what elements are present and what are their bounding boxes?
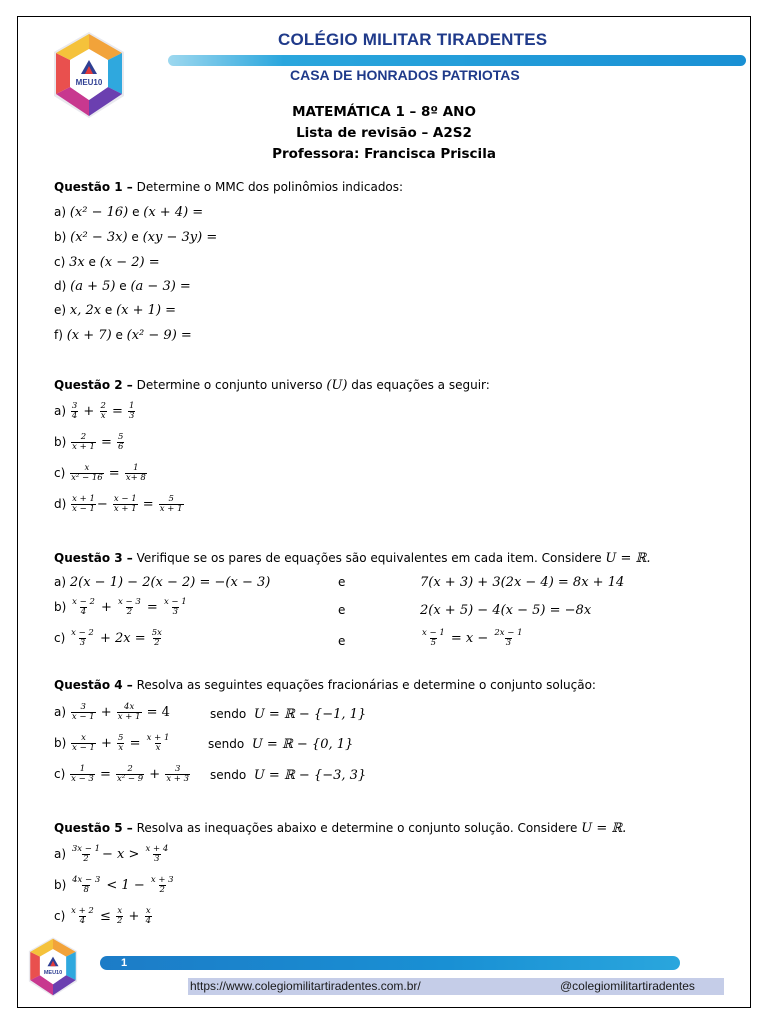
fraction: [71, 433, 96, 452]
math-expr: 3x: [69, 255, 85, 270]
school-name: COLÉGIO MILITAR TIRADENTES: [278, 30, 548, 49]
question-2-header: [54, 377, 490, 394]
denominator: 3: [172, 607, 179, 617]
numerator: 2: [100, 401, 106, 411]
course-teacher: Professora: Francisca Priscila: [272, 146, 496, 162]
operator: =: [96, 435, 117, 450]
numerator: x + 1: [146, 733, 170, 743]
q4-item-b: [54, 734, 171, 753]
question-3-header: [54, 550, 650, 567]
q1-item-d: [54, 278, 191, 295]
footer-logo: [22, 936, 84, 998]
operator: =: [104, 466, 124, 481]
fraction: [421, 629, 446, 648]
school-motto: CASA DE HONRADOS PATRIOTAS: [290, 67, 520, 83]
q3-item-c: [54, 629, 164, 648]
math-expr: (x² − 16): [69, 205, 129, 220]
math-expr: (x − 2) =: [99, 255, 160, 270]
operator: +: [124, 909, 144, 924]
item-prefix: d): [54, 279, 71, 293]
domain-expr: U = ℝ − {−3, 3}: [253, 768, 367, 783]
item-prefix: e): [54, 303, 70, 317]
q4-a-domain: [210, 706, 366, 723]
denominator: 4: [71, 411, 78, 421]
denominator: 4: [80, 607, 87, 617]
q3-a-conj: e: [338, 575, 346, 589]
fraction: [71, 495, 96, 514]
operator: −: [96, 497, 112, 512]
fraction: [163, 598, 188, 617]
denominator: x + 1: [159, 504, 183, 514]
denominator: 2: [154, 638, 160, 648]
question-2-label: Questão 2 –: [54, 378, 133, 392]
conj: e: [127, 230, 143, 244]
q1-item-f: [54, 327, 192, 344]
math-expr: 2(x + 5) − 4(x − 5) = −8x: [420, 603, 592, 618]
q1-item-e: [54, 302, 176, 319]
item-prefix: a): [54, 205, 70, 219]
numerator: x + 4: [145, 844, 169, 854]
q2-item-b: [54, 433, 125, 452]
fraction: [71, 598, 96, 617]
denominator: 2: [83, 854, 89, 864]
numerator: x: [84, 463, 90, 473]
domain-expr: U = ℝ − {−1, 1}: [253, 707, 367, 722]
fraction: [71, 876, 101, 895]
item-prefix: c): [54, 631, 70, 645]
denominator: x + 3: [166, 774, 190, 784]
question-3-label: Questão 3 –: [54, 551, 133, 565]
numerator: 1: [129, 401, 135, 411]
denominator: x − 1: [72, 743, 95, 753]
denominator: x + 1: [72, 442, 95, 452]
item-prefix: a): [54, 705, 70, 719]
fraction: [117, 734, 124, 753]
item-prefix: c): [54, 466, 70, 480]
denominator: x − 1: [71, 712, 95, 722]
operator: =: [95, 767, 115, 782]
question-4-text: Resolva as seguintes equações fracionárias e determine o conjunto solução:: [132, 678, 596, 692]
numerator: x − 3: [118, 597, 141, 607]
denominator: 3: [505, 638, 512, 648]
question-2-text-end: das equações a seguir:: [347, 378, 490, 392]
numerator: 3: [80, 702, 86, 712]
q1-item-a: [54, 204, 203, 221]
fraction: [145, 907, 152, 926]
denominator: x: [100, 411, 106, 421]
operator: = 4: [142, 705, 170, 720]
denominator: x + 1: [113, 504, 137, 514]
item-prefix: b): [54, 736, 71, 750]
math-expr: (x² − 3x): [70, 230, 128, 245]
numerator: 5: [118, 432, 124, 442]
sendo-label: sendo: [208, 737, 245, 751]
numerator: x + 1: [72, 494, 95, 504]
operator: +: [79, 404, 99, 419]
item-prefix: a): [54, 847, 70, 861]
item-prefix: f): [54, 328, 67, 342]
math-expr: 7(x + 3) + 3(2x − 4) = 8x + 14: [420, 575, 625, 590]
fraction: [117, 433, 124, 452]
math-expr: (a + 5): [70, 279, 116, 294]
numerator: 2x − 1: [494, 628, 523, 638]
numerator: 4x: [124, 702, 135, 712]
q4-b-domain: [208, 736, 353, 753]
course-subtitle: Lista de revisão – A2S2: [296, 125, 472, 141]
numerator: x − 1: [163, 597, 187, 607]
operator: ≤: [95, 909, 115, 924]
denominator: 2: [117, 916, 123, 926]
denominator: x² − 16: [71, 473, 103, 483]
fraction: [159, 495, 184, 514]
denominator: 4: [79, 916, 86, 926]
fraction: [151, 629, 163, 648]
math-expr: − x >: [102, 847, 144, 862]
fraction: [128, 402, 135, 421]
operator: =: [142, 600, 162, 615]
q4-c-domain: [210, 767, 366, 784]
operator: =: [107, 404, 128, 419]
operator: +: [96, 705, 116, 720]
fraction: [125, 464, 147, 483]
fraction: [165, 765, 190, 784]
conj: e: [115, 279, 131, 293]
footer-bar: [100, 956, 680, 970]
fraction: [117, 598, 142, 617]
item-prefix: b): [54, 600, 71, 614]
operator: +: [145, 767, 165, 782]
denominator: x: [118, 743, 124, 753]
q1-item-c: [54, 254, 160, 271]
item-prefix: a): [54, 404, 70, 418]
item-prefix: b): [54, 878, 71, 892]
question-5-header: [54, 820, 626, 837]
numerator: 3x − 1: [71, 844, 100, 854]
denominator: 2: [159, 885, 165, 895]
q3-c-right: [420, 629, 525, 648]
fraction: [71, 734, 96, 753]
fraction: [117, 703, 142, 722]
footer-logo-text: MEU10: [43, 969, 63, 976]
item-prefix: d): [54, 497, 71, 511]
fraction: [113, 495, 138, 514]
operator: =: [138, 497, 158, 512]
numerator: x: [81, 733, 86, 743]
q3-b-conj: e: [338, 603, 346, 617]
website-link[interactable]: https://www.colegiomilitartiradentes.com.br/: [190, 979, 421, 993]
denominator: x − 1: [72, 504, 95, 514]
question-1-header: [54, 179, 403, 195]
page-number: 1: [121, 957, 128, 969]
denominator: 6: [118, 442, 124, 452]
q4-item-c: [54, 765, 191, 784]
item-prefix: a): [54, 575, 70, 589]
conj: e: [128, 205, 144, 219]
q2-item-a: [54, 402, 136, 421]
numerator: 2: [127, 764, 133, 774]
numerator: 5: [168, 494, 174, 504]
fraction: [99, 402, 106, 421]
math-expr: = x −: [446, 631, 493, 646]
fraction: [116, 765, 144, 784]
math-expr: (a − 3) =: [130, 279, 191, 294]
denominator: 5: [430, 638, 437, 648]
universe-symbol: (U): [326, 378, 348, 393]
q3-item-a: [54, 574, 270, 591]
domain-expr: U = ℝ − {0, 1}: [251, 737, 354, 752]
item-prefix: c): [54, 255, 70, 269]
fraction: [70, 907, 95, 926]
question-5-text: Resolva as inequações abaixo e determine o conjunto solução. Considere: [132, 821, 582, 835]
denominator: 8: [83, 885, 89, 895]
math-expr: (xy − 3y) =: [142, 230, 218, 245]
denominator: 3: [154, 854, 160, 864]
numerator: 3: [71, 401, 78, 411]
numerator: x − 2: [72, 597, 95, 607]
q5-item-b: [54, 876, 176, 895]
math-expr: (x² − 9) =: [126, 328, 192, 343]
course-heading: [0, 102, 768, 165]
fraction: [145, 845, 170, 864]
instagram-handle[interactable]: @colegiomilitartiradentes: [560, 979, 695, 993]
numerator: x: [145, 906, 151, 916]
fraction: [150, 876, 175, 895]
denominator: x − 3: [71, 774, 94, 784]
fraction: [71, 845, 101, 864]
item-prefix: c): [54, 767, 70, 781]
q2-item-d: [54, 495, 185, 514]
fraction: [71, 703, 96, 722]
numerator: 5: [118, 733, 124, 743]
conj: e: [111, 328, 127, 342]
numerator: x − 2: [71, 628, 94, 638]
fraction: [146, 734, 171, 753]
question-1-label: Questão 1 –: [54, 180, 133, 194]
numerator: 1: [133, 463, 139, 473]
denominator: x² − 9: [117, 774, 144, 784]
item-prefix: c): [54, 909, 70, 923]
question-2-text: Determine o conjunto universo: [132, 378, 327, 392]
math-expr: < 1 −: [102, 878, 149, 893]
logo-text: MEU10: [75, 78, 103, 87]
operator: +: [96, 600, 117, 615]
denominator: 3: [79, 638, 86, 648]
denominator: x + 1: [117, 712, 141, 722]
numerator: 2: [80, 432, 87, 442]
numerator: x: [117, 906, 123, 916]
universe-symbol: U = ℝ.: [581, 821, 627, 836]
math-expr: (x + 7): [66, 328, 112, 343]
denominator: 2: [126, 607, 133, 617]
item-prefix: b): [54, 230, 71, 244]
numerator: x − 1: [113, 494, 137, 504]
item-prefix: b): [54, 435, 71, 449]
fraction: [70, 464, 104, 483]
fraction: [71, 402, 78, 421]
math-expr: + 2x =: [95, 631, 150, 646]
fraction: [116, 907, 123, 926]
operator: =: [125, 736, 145, 751]
q5-item-c: [54, 907, 153, 926]
numerator: 5x: [151, 628, 162, 638]
numerator: x + 2: [71, 906, 94, 916]
q5-item-a: [54, 845, 170, 864]
sendo-label: sendo: [210, 707, 247, 721]
question-5-label: Questão 5 –: [54, 821, 133, 835]
denominator: 3: [129, 411, 135, 421]
sendo-label: sendo: [210, 768, 247, 782]
operator: +: [96, 736, 117, 751]
q1-item-b: [54, 229, 217, 246]
q3-b-right: [420, 602, 591, 619]
question-4-label: Questão 4 –: [54, 678, 133, 692]
question-3-text: Verifique se os pares de equações são equivalentes em cada item. Considere: [132, 551, 606, 565]
header-bar: [168, 55, 746, 66]
fraction: [70, 629, 95, 648]
q3-item-b: [54, 598, 189, 617]
math-expr: (x + 4) =: [143, 205, 204, 220]
conj: e: [101, 303, 117, 317]
question-1-text: Determine o MMC dos polinômios indicados:: [132, 180, 404, 194]
numerator: 4x − 3: [72, 875, 101, 885]
q2-item-c: [54, 464, 148, 483]
conj: e: [84, 255, 100, 269]
math-expr: x, 2x: [69, 303, 102, 318]
numerator: 1: [79, 764, 86, 774]
course-title: MATEMÁTICA 1 – 8º ANO: [292, 104, 476, 120]
q3-a-right: [420, 574, 624, 591]
math-expr: 2(x − 1) − 2(x − 2) = −(x − 3): [69, 575, 271, 590]
question-4-header: [54, 677, 596, 693]
numerator: x + 3: [150, 875, 174, 885]
math-expr: (x + 1) =: [116, 303, 177, 318]
q4-item-a: [54, 703, 170, 722]
denominator: 4: [145, 916, 152, 926]
numerator: 3: [174, 764, 181, 774]
fraction: [493, 629, 523, 648]
denominator: x: [155, 743, 161, 753]
universe-symbol: U = ℝ.: [605, 551, 651, 566]
fraction: [70, 765, 95, 784]
denominator: x+ 8: [125, 473, 146, 483]
numerator: x − 1: [422, 628, 445, 638]
q3-c-conj: e: [338, 634, 346, 648]
